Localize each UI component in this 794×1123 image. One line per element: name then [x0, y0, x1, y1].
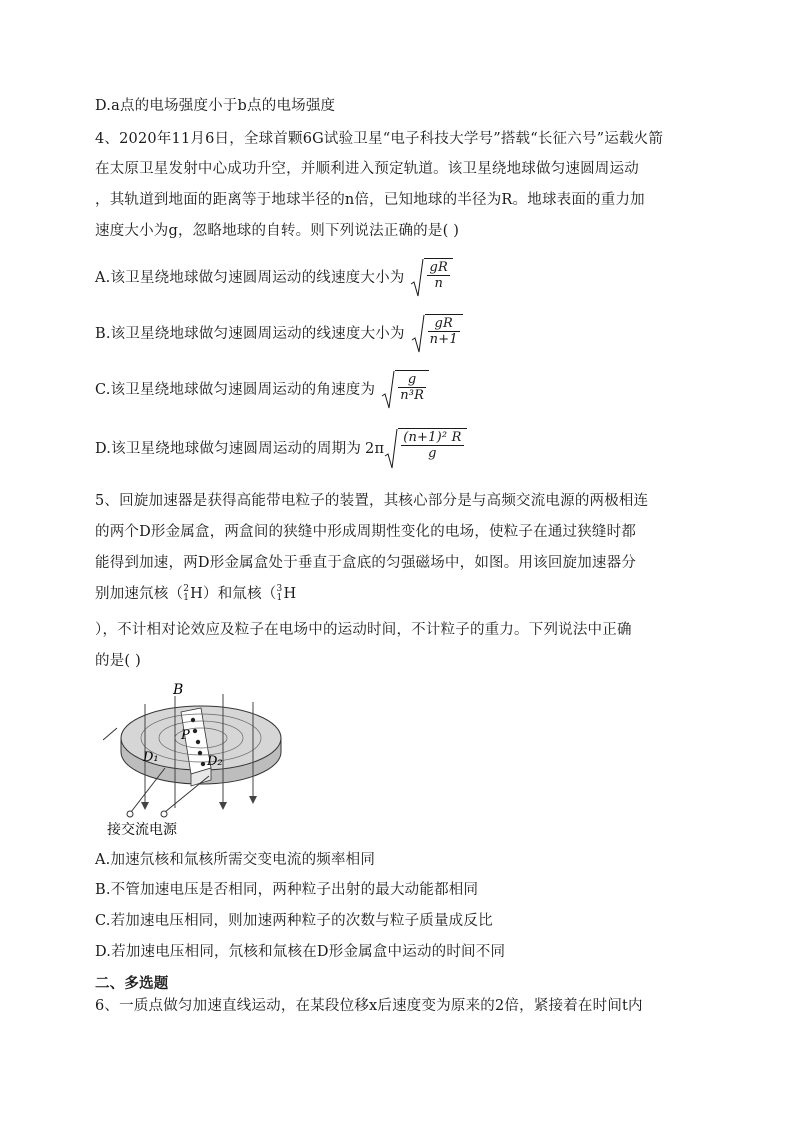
q4-c-denominator: n³R — [400, 388, 425, 403]
sqrt-sign-icon — [411, 314, 425, 354]
q4-stem-line-4: 速度大小为g，忽略地球的自转。则下列说法正确的是( ) — [95, 223, 460, 239]
label-d1: D₁ — [143, 750, 159, 765]
tritium-element: H — [283, 586, 297, 602]
q4-option-c — [95, 370, 429, 410]
q3-option-d: D.a点的电场强度小于b点的电场强度 — [95, 98, 336, 114]
q5-option-b: B.不管加速电压是否相同，两种粒子出射的最大动能都相同 — [95, 882, 479, 898]
label-p: P — [181, 728, 190, 743]
q5-stem-line-4 — [95, 584, 296, 604]
q4-option-b — [95, 314, 463, 354]
deuterium-element: H — [190, 586, 203, 602]
q4-option-b-formula — [411, 314, 463, 354]
q4-option-a — [95, 258, 453, 298]
label-ac-source: 接交流电源 — [107, 822, 177, 838]
tritium-symbol — [277, 584, 297, 604]
q5-option-a: A.加速氘核和氚核所需交变电流的频率相同 — [95, 852, 376, 868]
q5-stem-line-2: 的两个D形金属盒，两盒间的狭缝中形成周期性变化的电场，使粒子在通过狭缝时都 — [95, 524, 637, 540]
sqrt-sign-icon — [381, 370, 395, 410]
deuterium-mass: 2 — [183, 584, 190, 594]
q5-option-c: C.若加速电压相同，则加速两种粒子的次数与粒子质量成反比 — [95, 913, 493, 929]
q4-option-d-formula — [384, 428, 466, 470]
sqrt-sign-icon — [410, 258, 424, 298]
q4-b-denominator: n+1 — [429, 332, 458, 347]
q4-d-denominator: g — [428, 446, 437, 461]
q5-line4-part-a: 别加速氘核（ — [95, 586, 184, 602]
q5-stem-line-6: 的是( ) — [95, 653, 141, 669]
q4-option-b-text: B.该卫星绕地球做匀速圆周运动的线速度大小为 — [95, 326, 405, 342]
q4-stem-line-2: 在太原卫星发射中心成功升空，并顺利进入预定轨道。该卫星绕地球做匀速圆周运动 — [95, 161, 639, 177]
q4-option-a-formula — [410, 258, 453, 298]
q5-stem-line-5: ），不计相对论效应及粒子在电场中的运动时间，不计粒子的重力。下列说法中正确 — [95, 622, 632, 638]
cyclotron-diagram — [103, 676, 293, 841]
q4-option-d — [95, 428, 467, 470]
q4-option-d-text: D.该卫星绕地球做匀速圆周运动的周期为 — [95, 441, 362, 457]
q4-d-numerator: (n+1)² R — [403, 430, 462, 445]
q5-stem-line-3: 能得到加速，两D形金属盒处于垂直于盒底的匀强磁场中，如图。用该回旋加速器分 — [95, 555, 637, 571]
q4-stem-line-3: ，其轨道到地面的距离等于地球半径的n倍，已知地球的半径为R。地球表面的重力加 — [95, 192, 645, 208]
tritium-z: 1 — [276, 593, 283, 603]
q4-a-numerator: gR — [429, 260, 448, 275]
q5-stem-line-1: 5、回旋加速器是获得高能带电粒子的装置，其核心部分是与高频交流电源的两极相连 — [95, 493, 649, 509]
q5-line4-part-b: ）和氚核（ — [203, 586, 277, 602]
q4-a-denominator: n — [434, 276, 444, 291]
q4-option-a-text: A.该卫星绕地球做匀速圆周运动的线速度大小为 — [95, 270, 405, 286]
deuterium-z: 1 — [183, 593, 190, 603]
section-heading-multi-choice: 二、多选题 — [95, 975, 169, 992]
q4-option-c-formula — [381, 370, 429, 410]
sqrt-sign-icon — [384, 428, 398, 470]
q6-stem-line-1: 6、一质点做匀加速直线运动，在某段位移x后速度变为原来的2倍，紧接着在时间t内 — [95, 998, 643, 1014]
q4-d-coefficient: 2π — [365, 441, 385, 457]
q4-b-numerator: gR — [434, 316, 453, 331]
tritium-mass: 3 — [276, 584, 283, 594]
q5-option-d: D.若加速电压相同，氘核和氚核在D形金属盒中运动的时间不同 — [95, 944, 506, 960]
q4-option-c-text: C.该卫星绕地球做匀速圆周运动的角速度为 — [95, 382, 376, 398]
label-d2: D₂ — [207, 754, 223, 769]
q4-stem-line-1: 4、2020年11月6日，全球首颗6G试验卫星“电子科技大学号”搭载“长征六号”运载火箭 — [95, 131, 664, 147]
cyclotron-figure — [103, 676, 293, 841]
q4-c-numerator: g — [407, 372, 417, 387]
deuterium-symbol — [183, 584, 203, 604]
label-b: B — [173, 682, 184, 698]
